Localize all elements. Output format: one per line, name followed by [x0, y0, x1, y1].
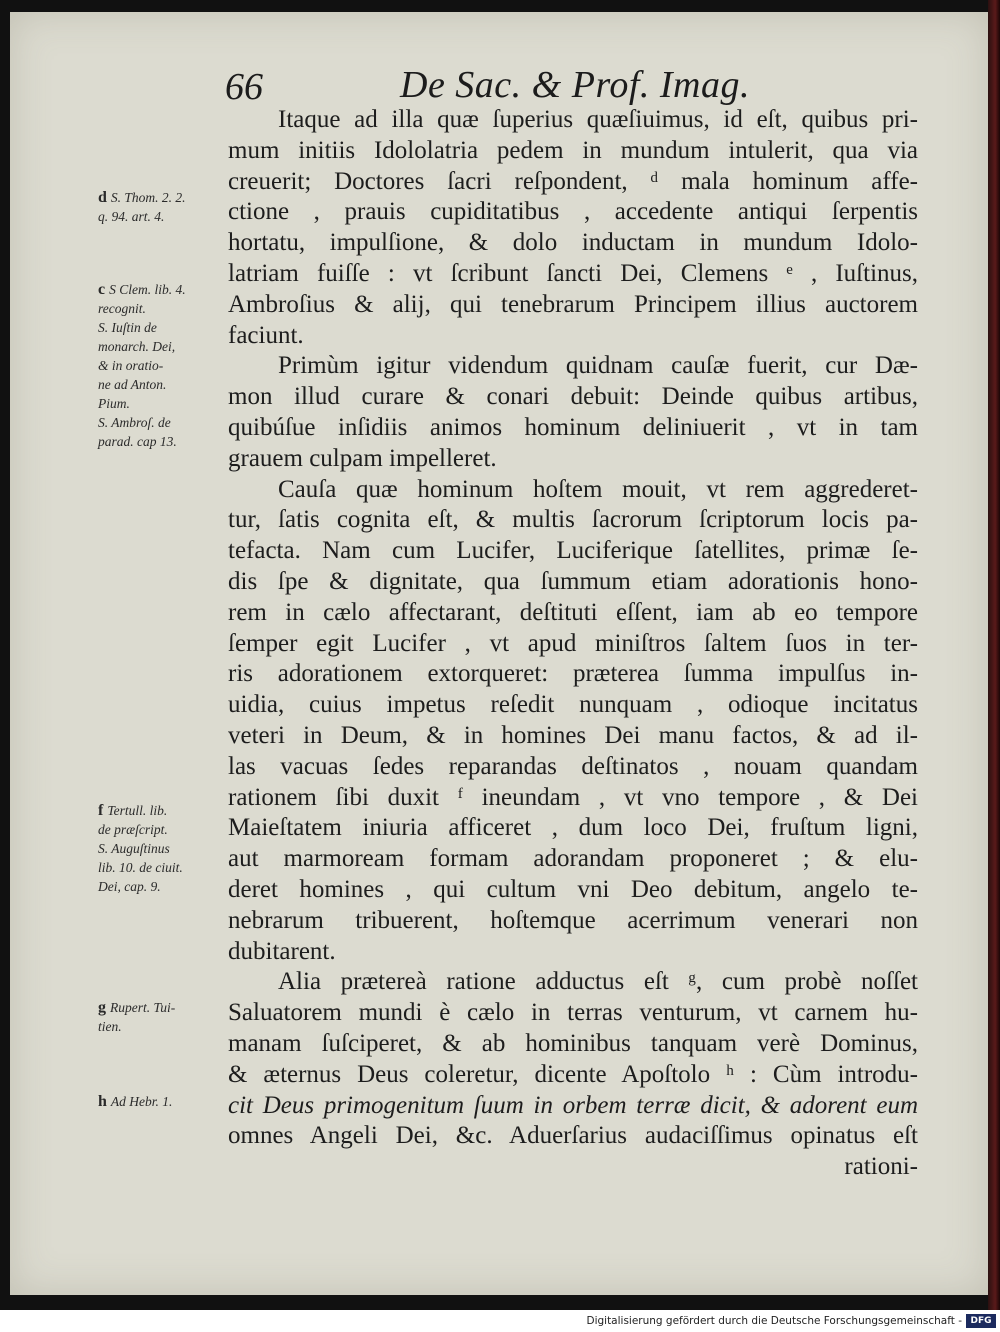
text-line: mon illud curare & conari debuit: Deinde quibus artibus, — [228, 383, 918, 411]
text-line: Alia prætereà ratione adductus eſt ᵍ, cum probè noſſet — [278, 968, 918, 996]
text-line: omnes Angeli Dei, &c. Aduerſarius audaciſſimus opinatus eſt — [228, 1122, 918, 1150]
text-line: grauem culpam impelleret. — [228, 444, 497, 472]
margin-note-g — [98, 998, 233, 1036]
book-edge — [988, 0, 1000, 1310]
margin-note-line: Ad Hebr. 1. — [110, 1094, 173, 1109]
margin-note-line: monarch. Dei, — [98, 339, 176, 354]
margin-note-h — [98, 1092, 233, 1111]
text-line: aut marmoream formam adorandam proponeret ; & elu- — [228, 845, 918, 873]
text-line: manam ſuſciperet, & ab hominibus tanquam verè Dominus, — [228, 1029, 918, 1057]
catchword: rationi- — [844, 1153, 918, 1181]
margin-note-line: lib. 10. de ciuit. — [98, 860, 183, 875]
text-line: dis ſpe & dignitate, qua ſummum etiam adorationis hono- — [228, 567, 918, 595]
text-line: latriam fuiſſe : vt ſcribunt ſancti Dei, Clemens ᵉ , Iuſtinus, — [228, 259, 918, 287]
text-line: creuerit; Doctores ſacri reſpondent, ᵈ mala hominum affe- — [228, 167, 918, 195]
footer-bar — [0, 1310, 1000, 1332]
text-line: faciunt. — [228, 321, 304, 349]
margin-note-line: S Clem. lib. 4. — [109, 282, 186, 297]
text-line: Saluatorem mundi è cælo in terras venturum, vt carnem hu- — [228, 999, 918, 1027]
text-line: nebrarum tribuerent, hoſtemque acerrimum venerari non — [228, 906, 918, 934]
text-line: Ambroſius & alij, qui tenebrarum Principem illius auctorem — [228, 290, 918, 318]
text-line: rem in cælo affectarant, deſtituti eſſent, iam ab eo tempore — [228, 598, 918, 626]
text-line: ſemper egit Lucifer , vt apud miniſtros ſaltem ſuos in ter- — [228, 629, 918, 657]
page-title: De Sac. & Prof. Imag. — [400, 64, 750, 106]
margin-note-ref: d — [98, 189, 107, 206]
text-line: Primùm igitur videndum quidnam cauſæ fuerit, cur Dæ- — [278, 352, 918, 380]
margin-note-ref: c — [98, 281, 106, 298]
margin-note-ref: g — [98, 999, 106, 1016]
margin-note-line: Pium. — [98, 396, 130, 411]
margin-note-line: S. Iuſtin de — [98, 320, 157, 335]
margin-note-line: recognit. — [98, 301, 146, 316]
text-line: cit Deus primogenitum ſuum in orbem terræ dicit, & adorent eum — [228, 1091, 918, 1119]
margin-note-line: tien. — [98, 1019, 122, 1034]
text-line: rationem ſibi duxit ᶠ ineundam , vt vno tempore , & Dei — [228, 783, 918, 811]
text-line: Cauſa quæ hominum hoſtem mouit, vt rem aggrederet- — [278, 475, 918, 503]
margin-note-line: q. 94. art. 4. — [98, 209, 165, 224]
body-text — [228, 105, 918, 1183]
margin-note-line: S. Ambroſ. de — [98, 415, 171, 430]
page-number: 66 — [225, 66, 263, 108]
text-line: & æternus Deus coleretur, dicente Apoſtolo ʰ : Cùm introdu- — [228, 1060, 918, 1088]
margin-note-line: ne ad Anton. — [98, 377, 167, 392]
margin-note-line: S. Auguſtinus — [98, 841, 170, 856]
text-line: Itaque ad illa quæ ſuperius quæſiuimus, id eſt, quibus pri- — [278, 106, 918, 133]
margin-note-line: S. Thom. 2. 2. — [110, 190, 186, 205]
margin-note-line: Tertull. lib. — [107, 803, 168, 818]
text-line: tur, ſatis cognita eſt, & multis ſacrorum ſcriptorum locis pa- — [228, 506, 918, 534]
text-line: dubitarent. — [228, 937, 336, 965]
running-head — [10, 57, 988, 107]
text-line: ris adorationem extorqueret: præterea ſumma impulſus in- — [228, 660, 918, 688]
text-line: ctione , prauis cupiditatibus , accedente antiqui ſerpentis — [228, 198, 918, 226]
book-page — [10, 12, 988, 1295]
margin-note-line: de præſcript. — [98, 822, 168, 837]
text-line: Maieſtatem iniuria afficeret , dum loco Dei, fruſtum ligni, — [228, 814, 918, 842]
text-line: tefacta. Nam cum Lucifer, Luciferique ſatellites, primæ ſe- — [228, 537, 918, 565]
margin-note-line: parad. cap 13. — [98, 434, 177, 449]
dfg-logo-icon[interactable]: DFG — [966, 1314, 996, 1328]
text-line: deret homines , qui cultum vni Deo debitum, angelo te- — [228, 875, 918, 903]
margin-note-f — [98, 801, 233, 896]
margin-note-ref: f — [98, 802, 104, 819]
margin-note-line: Dei, cap. 9. — [98, 879, 161, 894]
text-line: hortatu, impulſione, & dolo inductam in mundum Idolo- — [228, 229, 918, 257]
margin-note-line: Rupert. Tui- — [110, 1000, 176, 1015]
text-line: uidia, cuius impetus reſedit nunquam , odioque incitatus — [228, 691, 918, 719]
margin-note-ref: h — [98, 1093, 107, 1110]
text-line: mum initiis Idololatria pedem in mundum intulerit, qua via — [228, 136, 918, 164]
margin-note-line: & in oratio- — [98, 358, 164, 373]
margin-note-d — [98, 188, 233, 226]
funding-credit: Digitalisierung gefördert durch die Deutsche Forschungsgemeinschaft - — [586, 1315, 962, 1327]
text-line: las vacuas ſedes reparandas deſtinatos , nouam quandam — [228, 752, 918, 780]
text-line: veteri in Deum, & in homines Dei manu factos, & ad il- — [228, 721, 918, 749]
margin-note-e — [98, 280, 233, 451]
text-line: quibúſue inſidiis animos hominum deliniuerit , vt in tam — [228, 413, 918, 441]
